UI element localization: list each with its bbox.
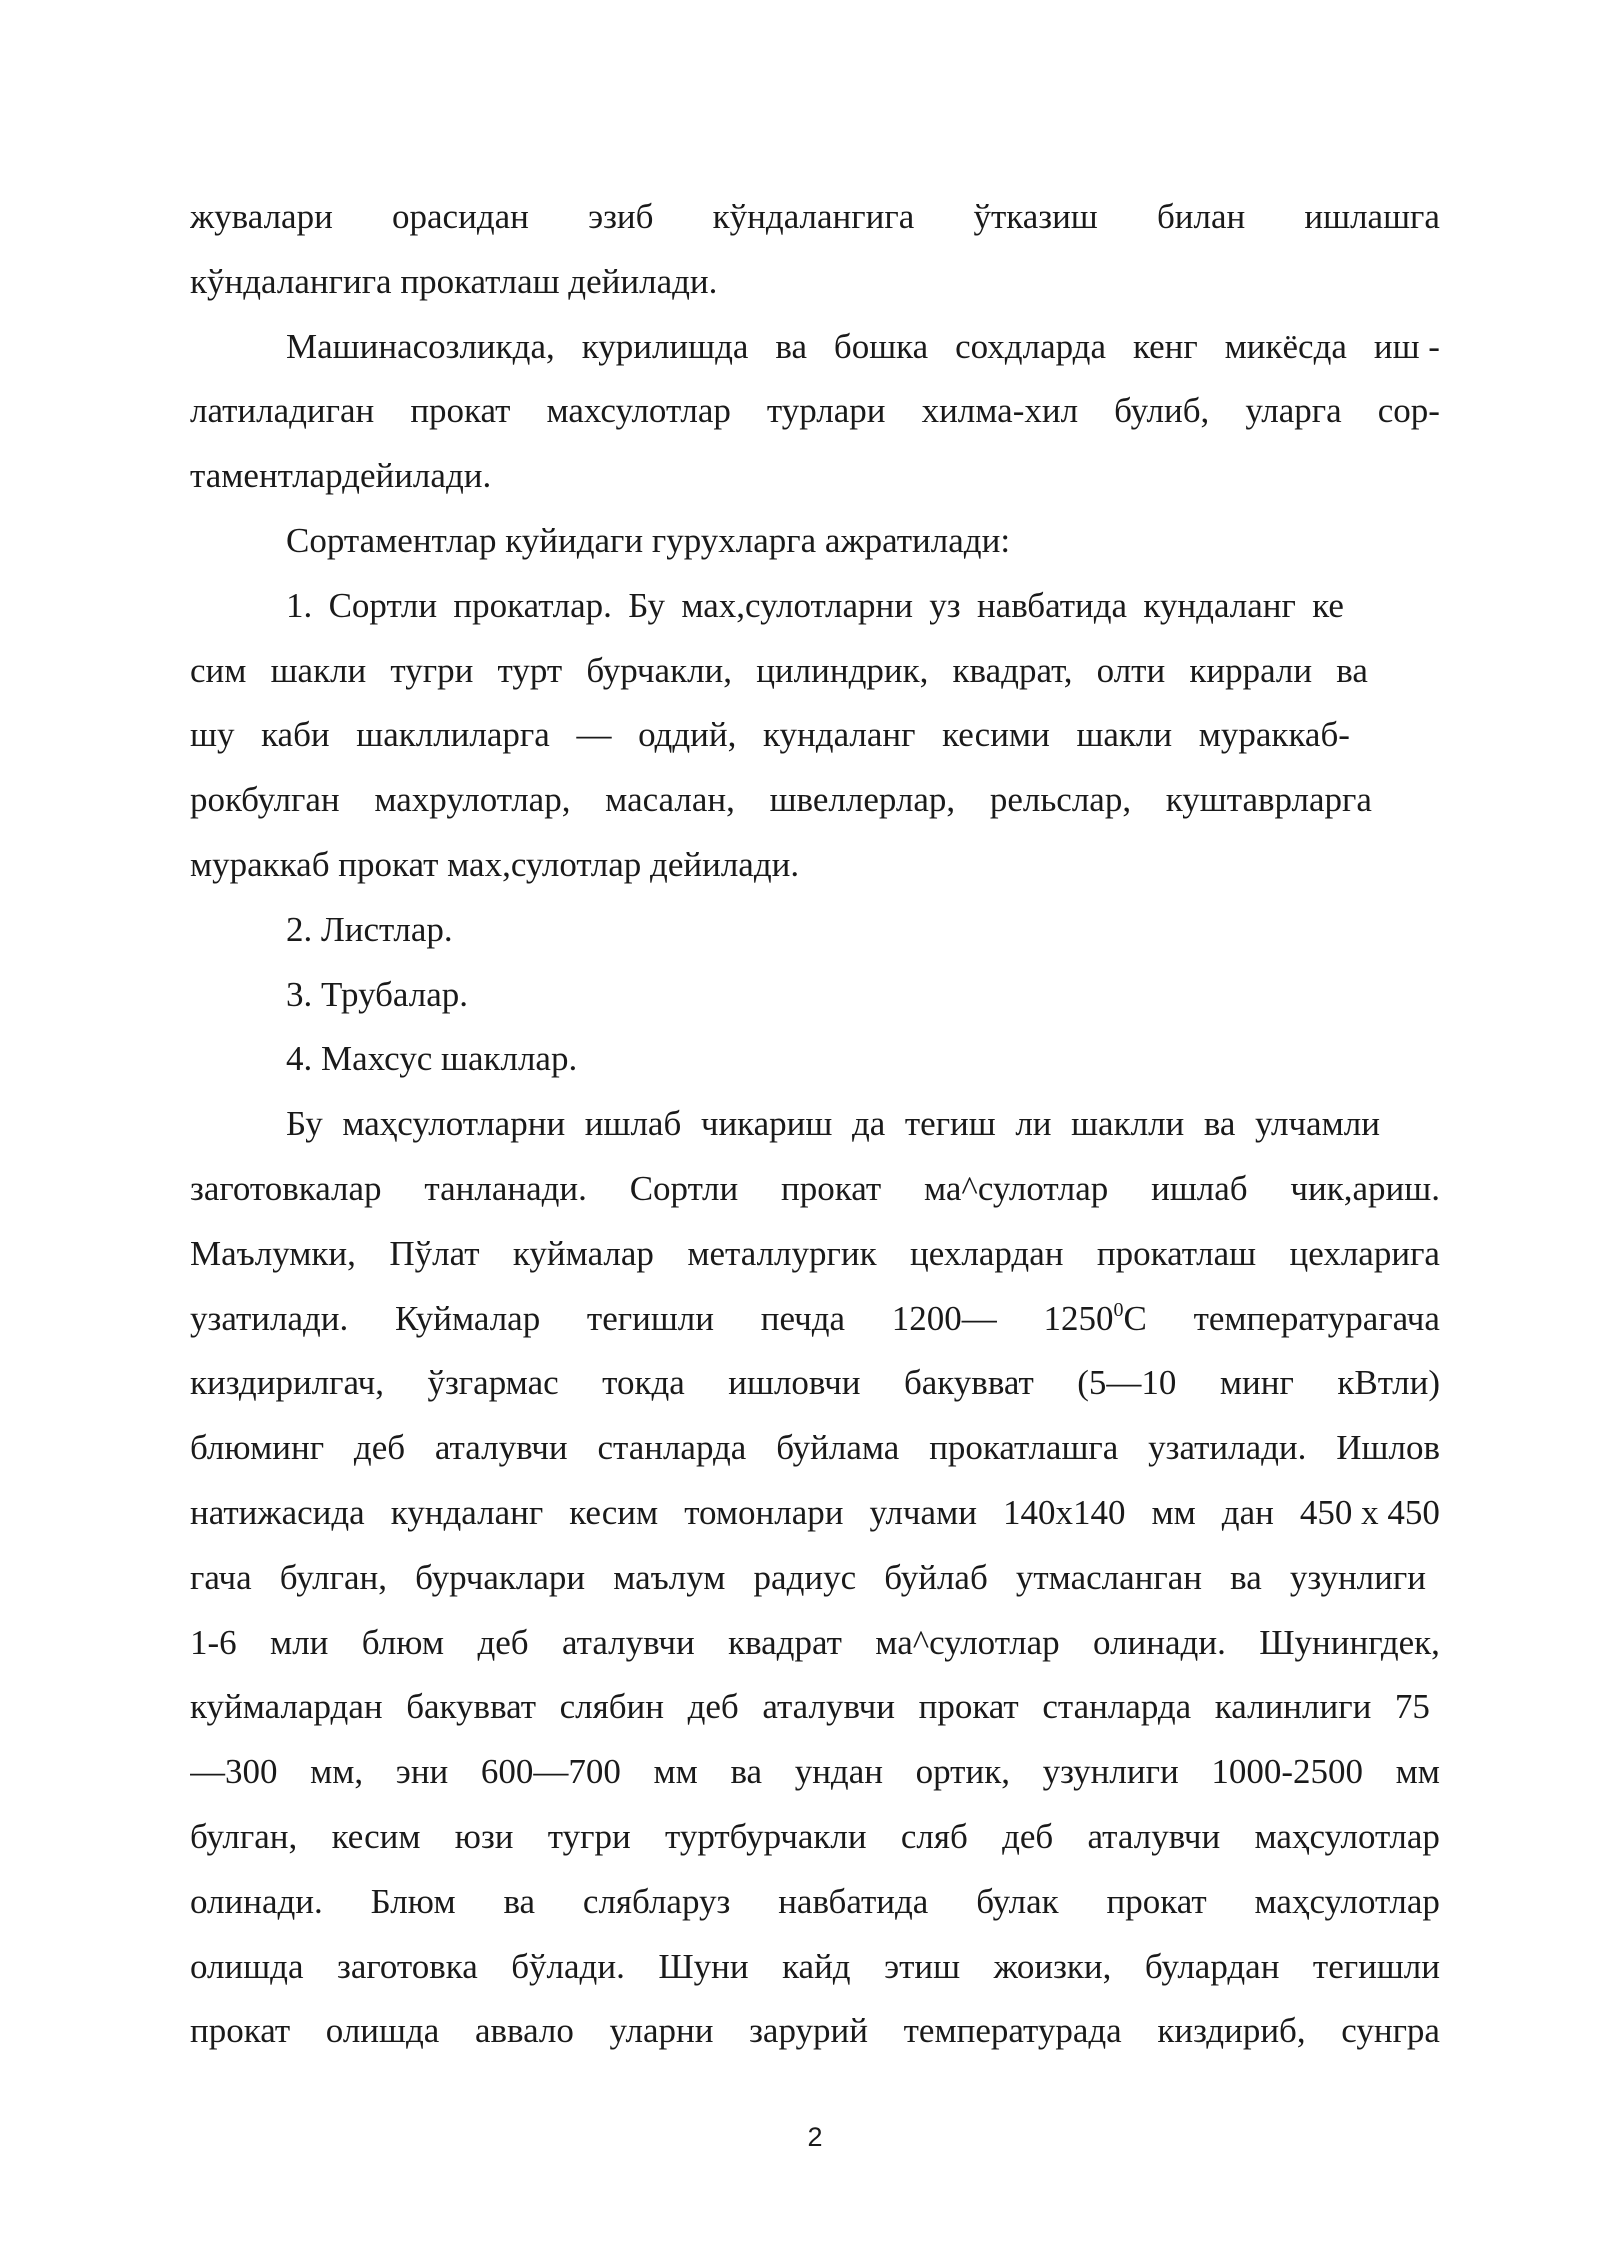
word: кесим xyxy=(569,1492,659,1532)
word: прокатлаш xyxy=(1096,1233,1257,1273)
word: уларга xyxy=(1245,391,1342,431)
word: олти xyxy=(1096,650,1166,690)
word: сохдларда xyxy=(955,326,1106,366)
word: станларда xyxy=(1042,1687,1192,1727)
list-item-line xyxy=(190,703,1350,768)
word: булак xyxy=(976,1881,1059,1921)
word: блюм xyxy=(361,1622,445,1662)
word: 600—700 xyxy=(480,1752,621,1792)
word: маҳсулотлар xyxy=(1254,1816,1440,1856)
word: жоизки, xyxy=(993,1946,1112,1986)
paragraph-line xyxy=(190,315,1440,380)
list-item-line: мураккаб прокат мах,сулотлар дейилади. xyxy=(190,844,800,884)
word: кўндалангига xyxy=(712,197,915,236)
word: куймалардан xyxy=(190,1687,383,1727)
word: ишлашга xyxy=(1304,197,1440,236)
word: Сортли xyxy=(328,585,438,625)
word: кундаланг xyxy=(1143,585,1296,625)
word: печда xyxy=(760,1298,846,1338)
word: узунлиги xyxy=(1289,1557,1426,1597)
word: тегиш xyxy=(904,1104,996,1144)
word: олинади. xyxy=(190,1881,323,1921)
word: зарурий xyxy=(749,2011,868,2051)
word: калинлиги xyxy=(1214,1687,1372,1727)
word: каби xyxy=(261,715,330,755)
word: рокбулган xyxy=(190,780,340,820)
word: аталувчи xyxy=(762,1687,896,1727)
word: кундаланг xyxy=(390,1492,544,1532)
list-item: 4. Махсус шакллар. xyxy=(286,1039,578,1079)
word: ва xyxy=(775,326,807,366)
paragraph-line xyxy=(190,1805,1440,1870)
word: Бу xyxy=(286,1104,323,1144)
paragraph-line xyxy=(190,185,1440,250)
word: ма^сулотлар xyxy=(875,1622,1060,1662)
word: заготовкалар xyxy=(190,1168,382,1208)
paragraph-line xyxy=(190,1935,1440,2000)
word: ва xyxy=(503,1881,536,1921)
word: радиус xyxy=(753,1557,857,1597)
word: махрулотлар, xyxy=(374,780,571,820)
word: ундан xyxy=(794,1752,883,1792)
degree-superscript: 0 xyxy=(1113,1298,1124,1321)
word: да xyxy=(851,1104,886,1144)
word: махсулотлар xyxy=(546,391,731,431)
word: минг xyxy=(1219,1363,1294,1403)
word: ли xyxy=(1015,1104,1052,1144)
body-text xyxy=(190,185,1440,2064)
word: прокат xyxy=(781,1168,882,1208)
word: узунлиги xyxy=(1042,1752,1179,1792)
word: дан xyxy=(1221,1492,1274,1532)
word: киррали xyxy=(1189,650,1313,690)
paragraph-line xyxy=(190,1546,1426,1611)
word: прокат xyxy=(190,2011,291,2051)
word: орасидан xyxy=(392,197,529,236)
word: — xyxy=(576,715,612,755)
word: сим xyxy=(190,650,247,690)
word: танланади. xyxy=(424,1168,587,1208)
word: аталувчи xyxy=(434,1428,568,1468)
word: ва xyxy=(1336,650,1368,690)
word: уз xyxy=(929,585,961,625)
word: улчамли xyxy=(1255,1104,1380,1144)
word: температурагача xyxy=(1193,1298,1440,1338)
word: блюминг xyxy=(190,1428,325,1468)
word: 1000-2500 xyxy=(1211,1752,1363,1792)
word: оддий, xyxy=(638,715,737,755)
word: кесими xyxy=(942,715,1050,755)
word: чикариш xyxy=(700,1104,833,1144)
word: 1250 xyxy=(1043,1298,1114,1338)
word: бурчакли, xyxy=(586,650,733,690)
word: слябларуз xyxy=(582,1881,731,1921)
word: ўтказиш xyxy=(973,197,1098,236)
word: маҳсулотлар xyxy=(1254,1881,1440,1921)
word: Ишлов xyxy=(1336,1428,1440,1468)
word: аввало xyxy=(474,2011,574,2051)
word: тугри xyxy=(547,1816,631,1856)
word: сунгра xyxy=(1341,2011,1440,2051)
word: токда xyxy=(602,1363,685,1403)
word: (5—10 xyxy=(1077,1363,1177,1403)
word: сляб xyxy=(900,1816,968,1856)
word: ишлаб xyxy=(1151,1168,1248,1208)
word: цехларига xyxy=(1289,1233,1440,1273)
word: кВтли) xyxy=(1337,1363,1440,1403)
word: шакллиларга xyxy=(356,715,550,755)
paragraph-line xyxy=(190,1675,1430,1740)
word: узатилади. xyxy=(190,1298,349,1338)
word: иш - xyxy=(1373,326,1440,366)
word: ишлаб xyxy=(584,1104,682,1144)
word: рельслар, xyxy=(989,780,1132,820)
word: навбатида xyxy=(976,585,1128,625)
word: шакли xyxy=(1076,715,1173,755)
paragraph-line xyxy=(190,1157,1440,1222)
word: цехлардан xyxy=(910,1233,1064,1273)
word: бакувват xyxy=(903,1363,1034,1403)
word: ортик, xyxy=(915,1752,1010,1792)
word: мли xyxy=(270,1622,329,1662)
word: жувалари xyxy=(190,197,333,236)
word: буйлаб xyxy=(884,1557,988,1597)
word: заготовка xyxy=(337,1946,478,1986)
word: прокатлар. xyxy=(453,585,612,625)
word: Сортли xyxy=(629,1168,739,1208)
word: томонлари xyxy=(684,1492,844,1532)
word: турлари xyxy=(766,391,886,431)
word: маҳсулотларни xyxy=(342,1104,566,1144)
list-item-line xyxy=(190,768,1372,833)
word: эни xyxy=(395,1752,449,1792)
word: тегишли xyxy=(1312,1946,1440,1986)
word: булиб, xyxy=(1114,391,1210,431)
word: олинади. xyxy=(1093,1622,1226,1662)
paragraph-line xyxy=(190,1287,1440,1352)
word: деб xyxy=(477,1622,529,1662)
word: улчами xyxy=(869,1492,977,1532)
word: Куймалар xyxy=(395,1298,541,1338)
paragraph-line: Сортаментлар куйидаги гурухларга ажратилади: xyxy=(286,520,1011,560)
paragraph-line xyxy=(190,1999,1440,2064)
word: 1-6 xyxy=(190,1622,237,1662)
word: температурада xyxy=(903,2011,1122,2051)
word: 1200— xyxy=(891,1298,997,1338)
list-item: 2. Листлар. xyxy=(286,909,453,949)
word: аталувчи xyxy=(1087,1816,1221,1856)
word: шакли xyxy=(270,650,367,690)
word: гача xyxy=(190,1557,252,1597)
word: олишда xyxy=(325,2011,440,2051)
word: мм xyxy=(653,1752,698,1792)
word: туртбурчакли xyxy=(665,1816,867,1856)
word: бўлади. xyxy=(511,1946,625,1986)
word: прокат xyxy=(1106,1881,1207,1921)
word: масалан, xyxy=(605,780,735,820)
word: шаклли xyxy=(1071,1104,1185,1144)
paragraph-line xyxy=(190,1611,1440,1676)
word: юзи xyxy=(454,1816,514,1856)
word: мураккаб- xyxy=(1198,715,1350,755)
word: турт xyxy=(497,650,563,690)
paragraph-line xyxy=(190,1222,1440,1287)
word: утмасланган xyxy=(1015,1557,1203,1597)
paragraph-line xyxy=(190,379,1440,444)
word: маълум xyxy=(613,1557,726,1597)
word: ва xyxy=(1203,1104,1236,1144)
word: ишловчи xyxy=(728,1363,861,1403)
word: киздириб, xyxy=(1157,2011,1306,2051)
word: Маълумки, xyxy=(190,1233,356,1273)
word: куштаврларга xyxy=(1165,780,1372,820)
word: мм xyxy=(1151,1492,1196,1532)
word: ўзгармас xyxy=(427,1363,559,1403)
word: киздирилгач, xyxy=(190,1363,385,1403)
word: Машинасозликда, xyxy=(286,326,555,366)
paragraph-line xyxy=(190,1092,1380,1157)
word: Бу xyxy=(628,585,665,625)
word: уларни xyxy=(609,2011,714,2051)
word: булардан xyxy=(1144,1946,1280,1986)
paragraph-line xyxy=(190,1870,1440,1935)
word: ке xyxy=(1312,585,1344,625)
list-item-line xyxy=(190,639,1368,704)
word: 75 xyxy=(1394,1687,1430,1727)
paragraph-line: кўндалангига прокатлаш дейилади. xyxy=(190,261,718,301)
word: тегишли xyxy=(586,1298,714,1338)
word: аталувчи xyxy=(561,1622,695,1662)
word: швеллерлар, xyxy=(769,780,956,820)
word: буйлама xyxy=(776,1428,900,1468)
word: булган, xyxy=(279,1557,388,1597)
word: куймалар xyxy=(512,1233,654,1273)
word: станларда xyxy=(597,1428,747,1468)
word: латиладиган xyxy=(190,391,375,431)
word: эзиб xyxy=(588,197,654,236)
word: 140х140 xyxy=(1002,1492,1126,1532)
word: бакувват xyxy=(406,1687,537,1727)
word: металлургик xyxy=(687,1233,877,1273)
word: этиш xyxy=(884,1946,961,1986)
word: кесим xyxy=(331,1816,421,1856)
paragraph-line xyxy=(190,1351,1440,1416)
word: чик,ариш. xyxy=(1290,1168,1440,1208)
word: кайд xyxy=(782,1946,851,1986)
word: Шуни xyxy=(658,1946,749,1986)
word: мм xyxy=(1395,1752,1440,1792)
word: Блюм xyxy=(370,1881,456,1921)
list-item: 3. Трубалар. xyxy=(286,974,469,1014)
word: —300 xyxy=(190,1752,278,1792)
word: ва xyxy=(1230,1557,1262,1597)
temperature-value xyxy=(1044,1287,1147,1352)
word: деб xyxy=(1002,1816,1054,1856)
word: кенг xyxy=(1132,326,1198,366)
word: деб xyxy=(687,1687,739,1727)
word: сор- xyxy=(1377,391,1440,431)
word: Шунингдек, xyxy=(1259,1622,1440,1662)
word: мах,сулотларни xyxy=(681,585,913,625)
word: курилишда xyxy=(581,326,749,366)
word: прокатлашга xyxy=(929,1428,1119,1468)
word: мм, xyxy=(310,1752,364,1792)
word: шу xyxy=(190,715,235,755)
unit-suffix: С xyxy=(1123,1298,1147,1338)
paragraph-line: таментлардейилади. xyxy=(190,456,492,496)
word: 450 х 450 xyxy=(1299,1492,1440,1532)
word: деб xyxy=(353,1428,406,1468)
word: 1. xyxy=(286,585,313,625)
paragraph-line xyxy=(190,1416,1440,1481)
word: бошка xyxy=(833,326,929,366)
word: слябин xyxy=(559,1687,665,1727)
page-number: 2 xyxy=(807,2122,823,2152)
word: микёсда xyxy=(1224,326,1347,366)
word: олишда xyxy=(190,1946,304,1986)
word: булган, xyxy=(190,1816,298,1856)
word: ма^сулотлар xyxy=(923,1168,1109,1208)
word: цилиндрик, xyxy=(756,650,929,690)
word: прокат xyxy=(918,1687,1019,1727)
word: навбатида xyxy=(778,1881,929,1921)
word: квадрат, xyxy=(952,650,1073,690)
word: тугри xyxy=(390,650,474,690)
word: натижасида xyxy=(190,1492,365,1532)
paragraph-line xyxy=(190,1740,1440,1805)
word: квадрат xyxy=(728,1622,842,1662)
word: Пўлат xyxy=(389,1233,480,1273)
word: ва xyxy=(730,1752,763,1792)
word: узатилади. xyxy=(1148,1428,1307,1468)
word: бурчаклари xyxy=(415,1557,586,1597)
word: кундаланг xyxy=(763,715,916,755)
word: прокат xyxy=(410,391,511,431)
paragraph-line xyxy=(190,1481,1440,1546)
word: хилма-хил xyxy=(921,391,1079,431)
word: билан xyxy=(1156,197,1246,236)
list-item-line xyxy=(190,574,1344,639)
